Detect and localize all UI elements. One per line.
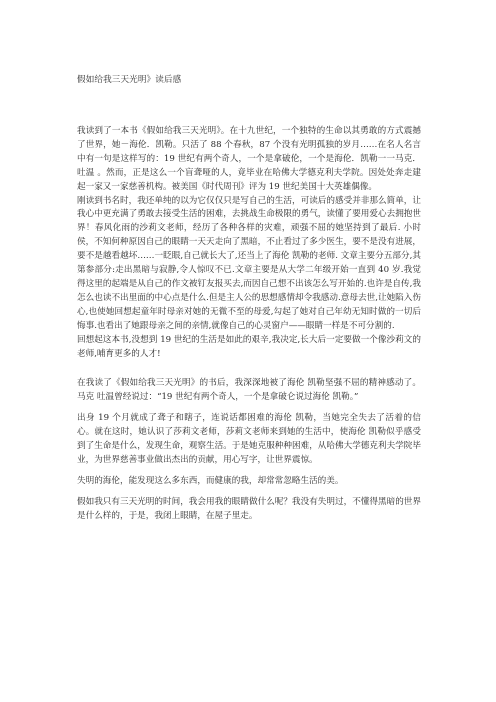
document-body [77,125,421,524]
paragraph-intro: 我读到了一本书《假如给我三天光明》。在十九世纪，一个独特的生命以其勇敢的方式震撼了世界，她－海伦．凯勒。只活了 88 个春秋，87 个没有光明孤独的岁月……在名人名言中有一句是这样写的：19 世纪有两个奇人，一个是拿破伦，一个是海伦．凯勒一一马克．吐温 。然而，正是这么一个盲聋哑的人，竟毕业在哈佛大学德克利夫学院。因处处奔走建起一家又一家慈善机构。被美国《时代周刊》评为 19 世纪美国十大英雄偶像。 [77,126,421,192]
paragraph-contrast: 失明的海伦，能发现这么多东西，而健康的我，却常常忽略生活的美。 [77,475,344,486]
section-spacer [77,361,421,377]
paragraph-spacer [77,405,421,412]
paragraph-reflection: 回想起这本书,没想到 19 世纪的生活是如此的艰辛,我决定,长大后一定要做一个像沙莉文的老师,哺育更多的人才! [77,334,421,359]
paragraph-spacer [77,489,421,496]
paragraph-spacer [77,468,421,475]
paragraph-three-days: 假如我只有三天光明的时间，我会用我的眼睛做什么呢？我没有失明过，不懂得黑暗的世界是什么样的，于是，我闭上眼睛，在屋子里走。 [77,496,421,521]
paragraph-first-reading: 刚读到书名时，我还单纯的以为它仅仅只是写自己的生活，可读后的感受并非那么简单，让我心中更充满了勇敢去接受生活的困难，去挑战生命极限的勇气，读懂了要用爱心去拥抱世界！春风化雨的沙莉文老师，经历了各种各样的灾难，顽强不屈的她坚持到了最后. 小时侯，不知何种原因自己的眼睛一天天走向了黑暗，不止看过了多少医生，要不是没有进展，要不是越看越坏……一眨眼,自己就长大了,还当上了海伦 凯勒的老师. 文章主要分五部分,其第参部分:走出黑暗与寂静,令人惊叹不已.文章主要是从大学二年级开始一直到 40 岁.我觉得这里的起端是从自己的作文被钉友报买去,而因自己想不出该怎么写开始的.也许是自传,我怎么也读不出里面的中心点是什么.但是主人公的思想感情却令我感动.意母去世,让她陷入伤心,也使她回想起童年时母亲对她的无微不至的母爱,勾起了她对自己年幼无知时做的一切后悔事.也看出了她跟母亲之间的亲情,就像自己的心灵窗户——眼睛一样是不可分割的. [77,195,421,331]
document-title: 假如给我三天光明》读后感 [77,75,182,85]
paragraph-life-story: 出身 19 个月就成了聋子和瞎子，连说话都困难的海伦 凯勒，当她完全失去了活着的信心。就在这时，她认识了莎莉文老师，莎莉文老师来到她的生活中，使海伦 凯勒似乎感受到了生命是什么，发现生命，观察生活。于是她克服种种困难，从哈佛大学德克利夫学院毕业，为世界慈善事业做出杰出的贡献，用心写字，让世界震惊。 [77,413,421,465]
paragraph-second-essay-intro: 在我读了《假如给我三天光明》的书后，我深深地被了海伦 凯勒坚强不屈的精神感动了。马克 吐温曾经说过：“19 世纪有两个奇人，一个是拿破仑说过海伦 凯勒。” [77,378,421,403]
